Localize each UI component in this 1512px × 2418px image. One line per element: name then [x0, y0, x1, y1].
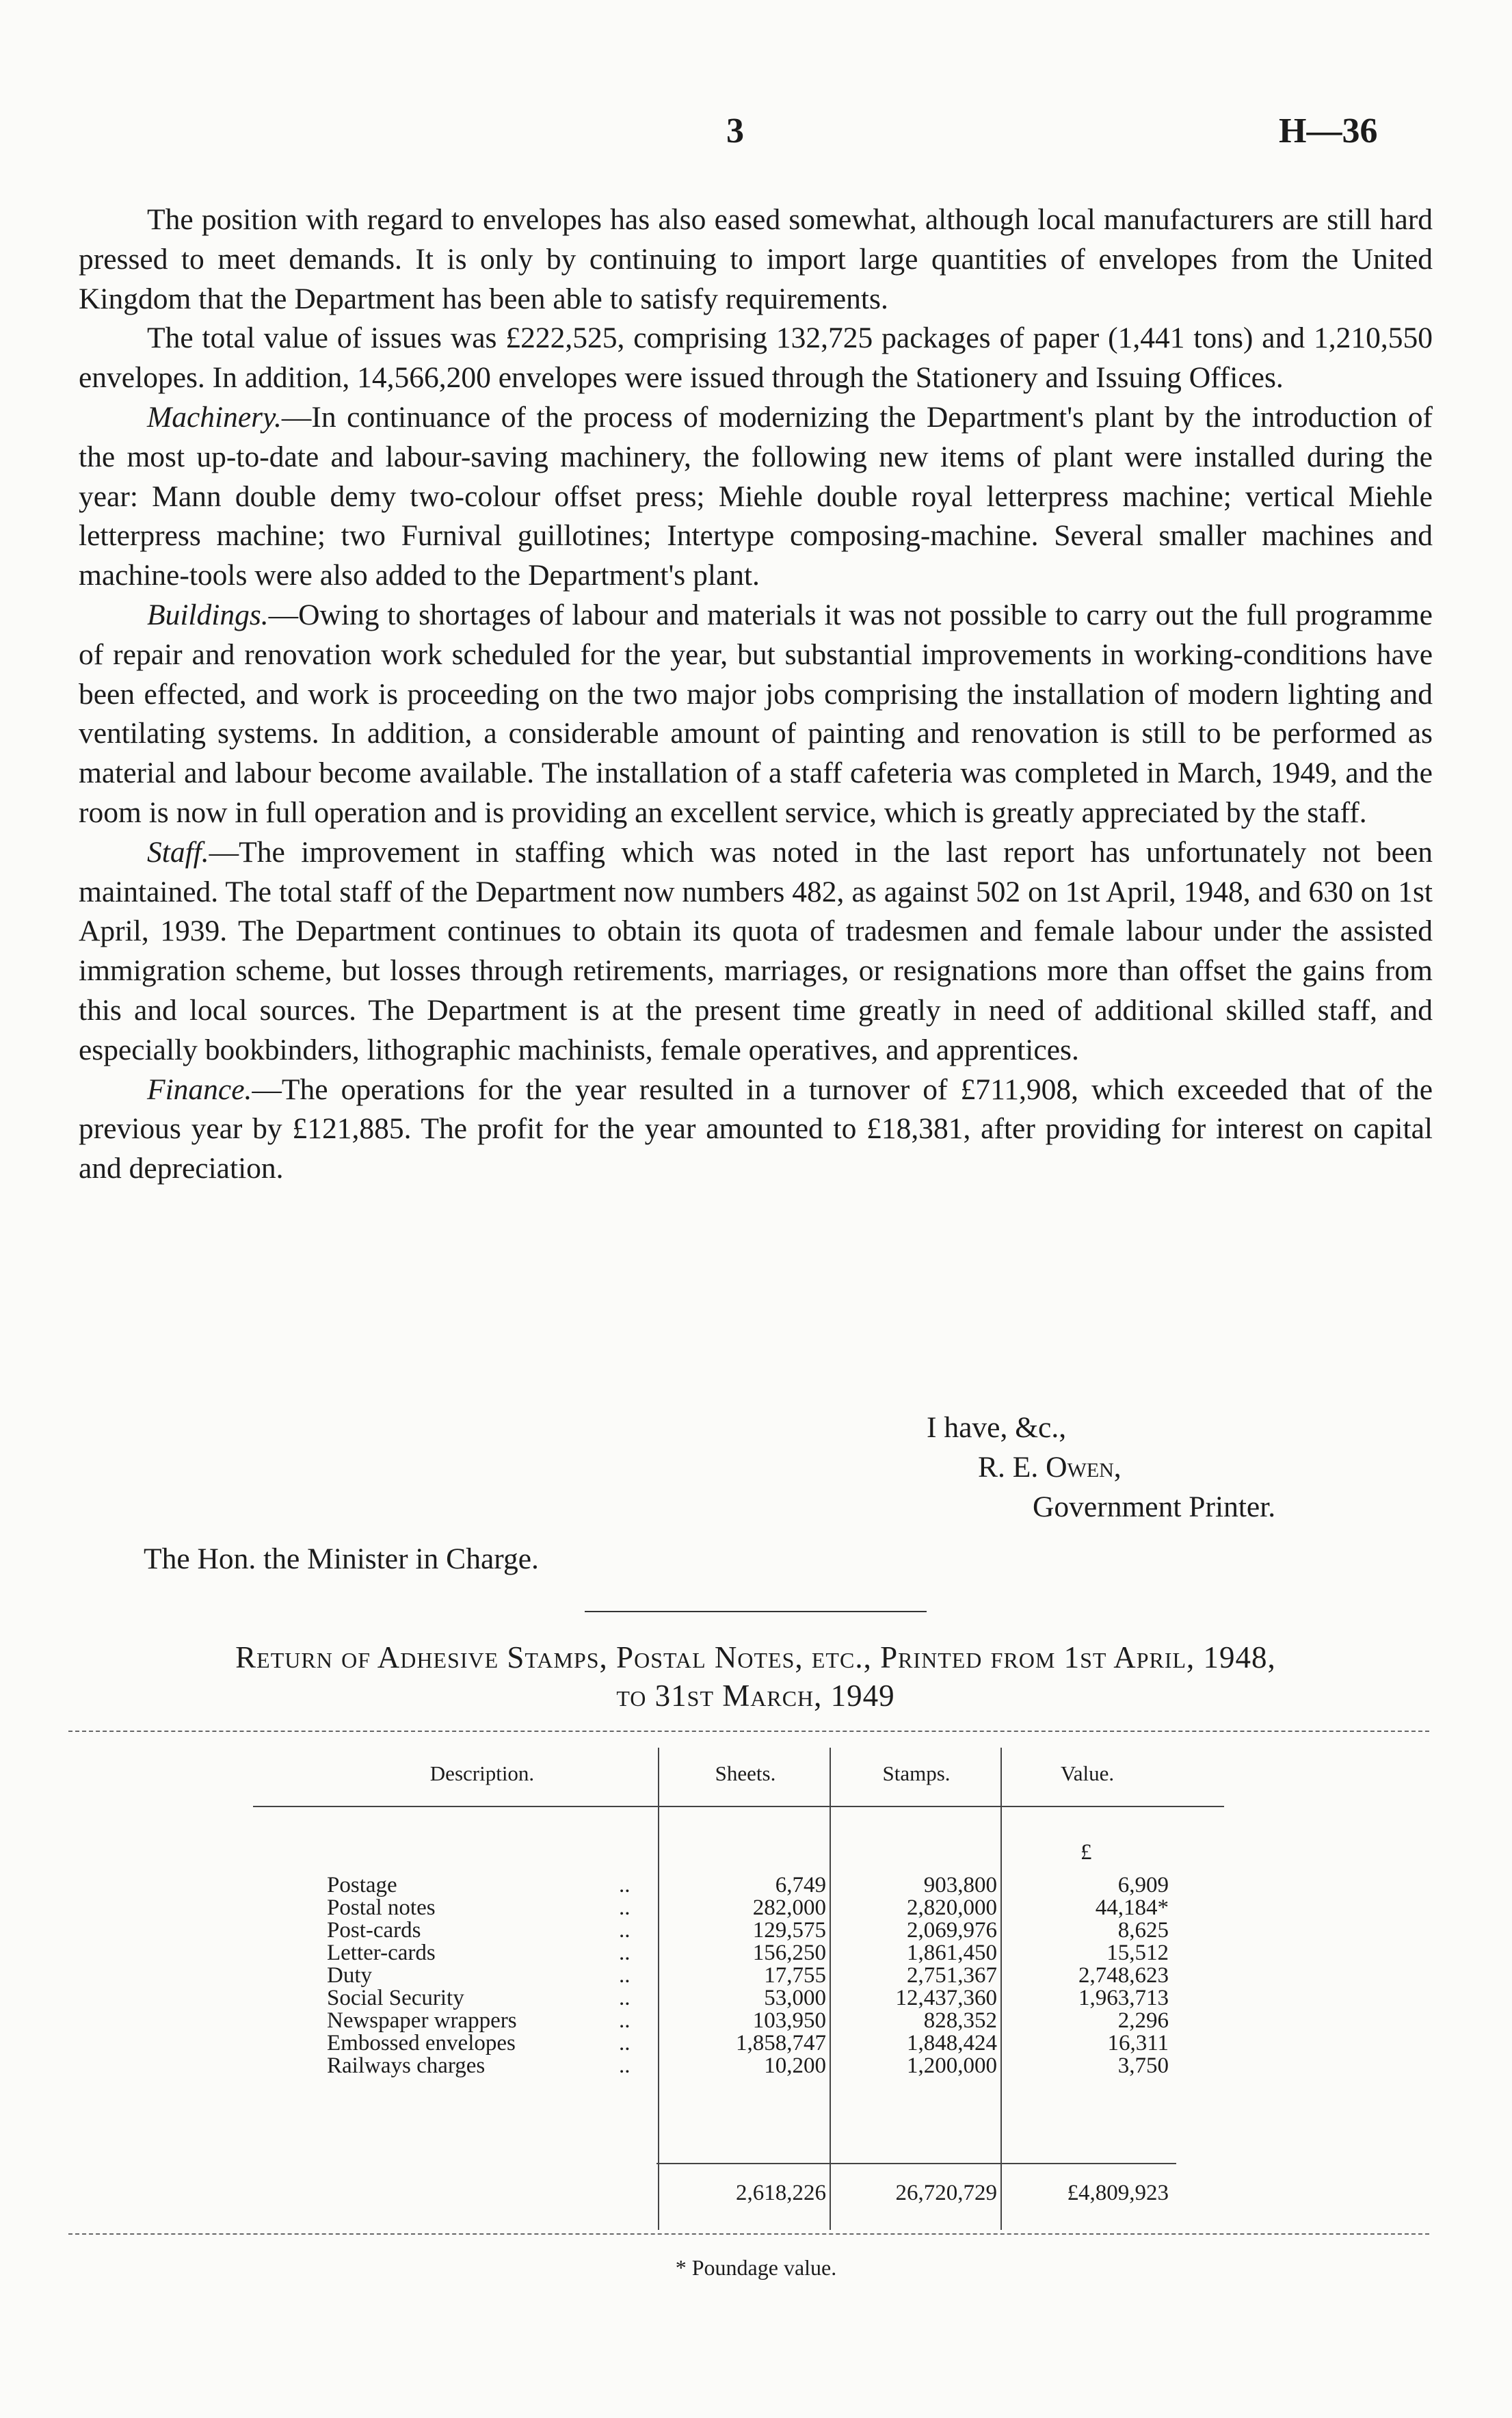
report-body: [79, 200, 1433, 1189]
column-header-value: Value.: [1060, 1761, 1115, 1785]
buildings-heading: Buildings.: [147, 598, 269, 631]
table-body: [0, 1874, 1512, 2077]
document-reference: H—36: [1279, 111, 1378, 150]
table-top-rule: [68, 1731, 1429, 1732]
table-row: Post-cards .. 129,575 2,069,976 8,625: [327, 1918, 1169, 1943]
closing-salutation: I have, &c.,: [927, 1411, 1067, 1444]
table-row: Letter-cards .. 156,250 1,861,450 15,512: [327, 1941, 1169, 1965]
column-header-description: Description.: [429, 1761, 535, 1785]
signatory-name: R. E. Owen,: [978, 1451, 1122, 1484]
table-title: Return of Adhesive Stamps, Postal Notes, etc., Printed from 1st April, 1948, to 31st March, 1949: [235, 1640, 1276, 1713]
paragraph-issues: The total value of issues was £222,525, comprising 132,725 packages of paper (1,441 tons) and 1,210,550 envelopes. In addition, 14,566,200 envelopes were issued through the Stationery and Issuing Offices.: [79, 321, 1433, 395]
table-row: Postal notes .. 282,000 2,820,000 44,184*: [327, 1895, 1169, 1920]
table-row: Postage .. 6,749 903,800 6,909: [327, 1873, 1169, 1897]
finance-heading: Finance.: [147, 1073, 252, 1106]
page-number: 3: [726, 111, 744, 150]
table-row: Embossed envelopes .. 1,858,747 1,848,424 16,311: [327, 2031, 1169, 2055]
total-sheets: 2,618,226: [736, 2181, 826, 2205]
paragraph-staff: Staff.—The improvement in staffing which was noted in the last report has unfortunately not been maintained. The total staff of the Department now numbers 482, as against 502 on 1st April, 1948, and 630 on 1st April, 1939. The Department continues to obtain its quota of tradesmen and female labour under the assisted immigration scheme, but losses through retirements, marriages, or resignations more than offset the gains from this and local sources. The Department is at the present time greatly in need of additional skilled staff, and especially bookbinders, lithographic machinists, female operatives, and apprentices.: [79, 835, 1433, 1066]
paragraph-envelopes: The position with regard to envelopes has also eased somewhat, although local manufacturers are still hard pressed to meet demands. It is only by continuing to import large quantities of envelopes from the United Kingdom that the Department has been able to satisfy requirements.: [79, 203, 1433, 315]
machinery-heading: Machinery.: [147, 400, 282, 434]
column-header-stamps: Stamps.: [882, 1761, 951, 1785]
paragraph-buildings: Buildings.—Owing to shortages of labour and materials it was not possible to carry out the full programme of repair and renovation work scheduled for the year, but substantial improvements in working-conditions have been effected, and work is proceeding on the two major jobs comprising the installation of modern lighting and ventilating systems. In addition, a considerable amount of painting and renovation is still to be performed as material and labour become available. The installation of a staff cafeteria was completed in March, 1949, and the room is now in full operation and is providing an excellent service, which is greatly appreciated by the staff.: [79, 598, 1433, 829]
column-header-sheets: Sheets.: [715, 1761, 776, 1785]
table-row: Duty .. 17,755 2,751,367 2,748,623: [327, 1963, 1169, 1988]
signatory-title: Government Printer.: [1033, 1490, 1276, 1523]
table-row: Social Security .. 53,000 12,437,360 1,963,713: [327, 1986, 1169, 2010]
totals-rule: [656, 2163, 1176, 2164]
staff-heading: Staff.: [147, 835, 209, 869]
totals-row: [0, 2181, 1512, 2204]
paragraph-finance: Finance.—The operations for the year resulted in a turnover of £711,908, which exceeded that of the previous year by £121,885. The profit for the year amounted to £18,381, after providing for interest on capital and depreciation.: [79, 1073, 1433, 1185]
addressee: The Hon. the Minister in Charge.: [144, 1542, 539, 1575]
total-stamps: 26,720,729: [895, 2181, 997, 2205]
table-footnote: * Poundage value.: [675, 2255, 837, 2280]
table-row: Newspaper wrappers .. 103,950 828,352 2,296: [327, 2008, 1169, 2033]
total-value: £4,809,923: [1067, 2181, 1169, 2205]
currency-symbol: £: [1080, 1840, 1092, 1865]
table-bottom-rule: [68, 2233, 1429, 2235]
table-row: Railways charges .. 10,200 1,200,000 3,750: [327, 2053, 1169, 2078]
paragraph-machinery: Machinery.—In continuance of the process of modernizing the Department's plant by the introduction of the most up-to-date and labour-saving machinery, the following new items of plant were installed during the year: Mann double demy two-colour offset press; Miehle double royal letterpress machine; vertical Miehle letterpress machine; two Furnival guillotines; Intertype composing-machine. Several smaller machines and machine-tools were also added to the Department's plant.: [79, 400, 1433, 592]
header-rule: [253, 1806, 1224, 1807]
section-divider: [585, 1611, 927, 1612]
